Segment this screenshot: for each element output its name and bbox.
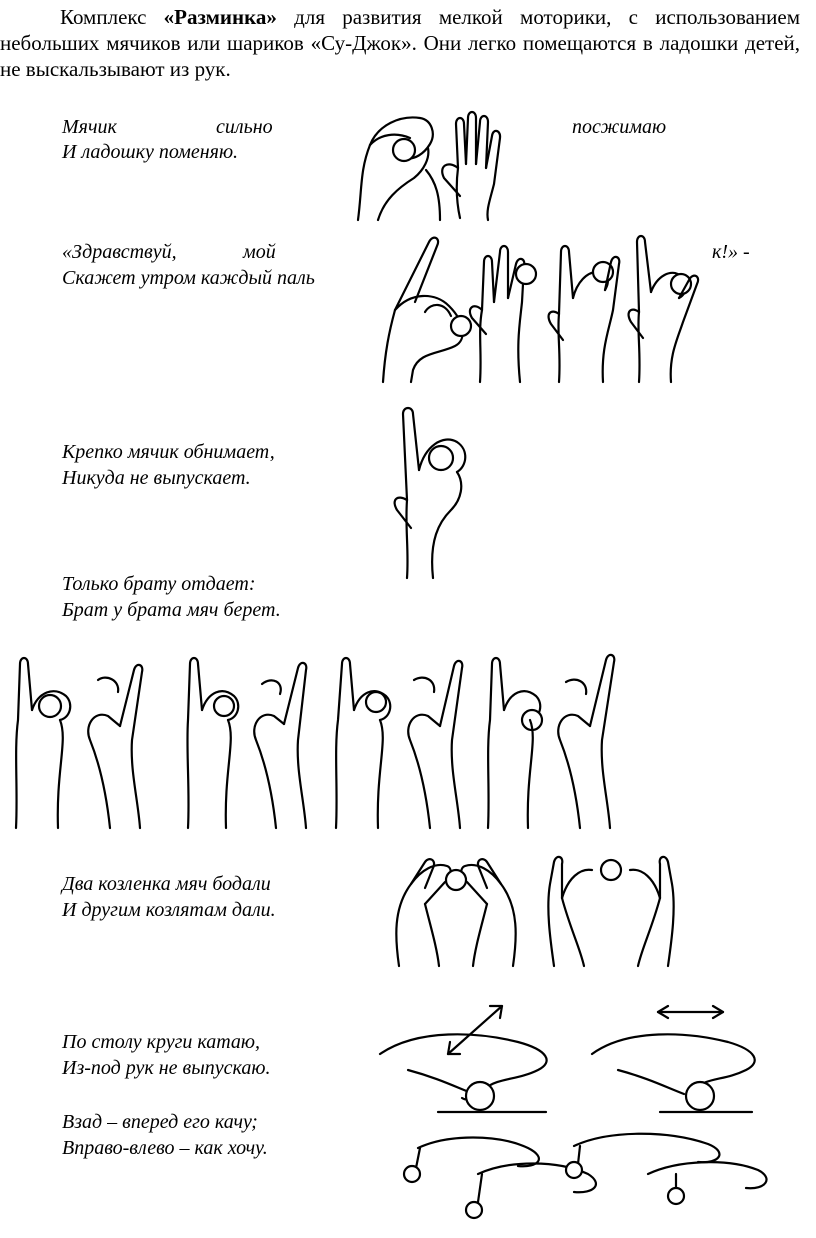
- diagonal-arrow-icon: [448, 1006, 502, 1054]
- verse-1-line-1a: Мячик: [62, 116, 117, 138]
- intro-text-start: Комплекс: [60, 5, 164, 29]
- verse-3-line-2: Никуда не выпускает.: [62, 467, 251, 489]
- verse-7-line-1: Взад – вперед его качу;: [62, 1111, 258, 1133]
- verse-4-line-1: Только брату отдает:: [62, 573, 256, 595]
- verse-2-line-1b: мой: [243, 241, 276, 263]
- roll-ball-table-illustration: [378, 998, 778, 1228]
- verse-1-line-2: И ладошку поменяю.: [62, 141, 239, 163]
- verse-4-line-2: Брат у брата мяч берет.: [62, 599, 281, 621]
- verse-6-line-1: По столу круги катаю,: [62, 1031, 261, 1053]
- verse-7-line-2: Вправо-влево – как хочу.: [62, 1137, 268, 1159]
- verse-2-line-2: Скажет утром каждый паль: [62, 267, 315, 289]
- verse-2-line-1c: к!» -: [712, 241, 750, 263]
- intro-bold-title: «Разминка»: [163, 5, 277, 29]
- fingers-greeting-ball-illustration: [365, 222, 710, 384]
- verse-1-line-1b: сильно: [216, 116, 273, 138]
- verse-2-line-1a: «Здравствуй,: [62, 241, 177, 263]
- intro-text-rest: для развития мелкой моторики, с использованием небольших мячиков или шариков «Су-Джок». Они легко помещаются в ладошки детей, не выскальзывают из рук.: [0, 5, 800, 81]
- verse-5-line-1: Два козленка мяч бодали: [62, 873, 271, 895]
- verse-6-line-2: Из-под рук не выпускаю.: [62, 1057, 271, 1079]
- verse-1-line-1c: посжимаю: [572, 116, 667, 138]
- hand-squeeze-ball-illustration: [340, 100, 510, 222]
- verse-5-line-2: И другим козлятам дали.: [62, 899, 276, 921]
- verse-3-line-1: Крепко мячик обнимает,: [62, 441, 275, 463]
- intro-paragraph: [0, 4, 800, 82]
- hands-pass-ball-illustration: [10, 640, 650, 830]
- goat-hands-ball-illustration: [385, 848, 685, 968]
- hand-grip-ball-illustration: [385, 400, 495, 580]
